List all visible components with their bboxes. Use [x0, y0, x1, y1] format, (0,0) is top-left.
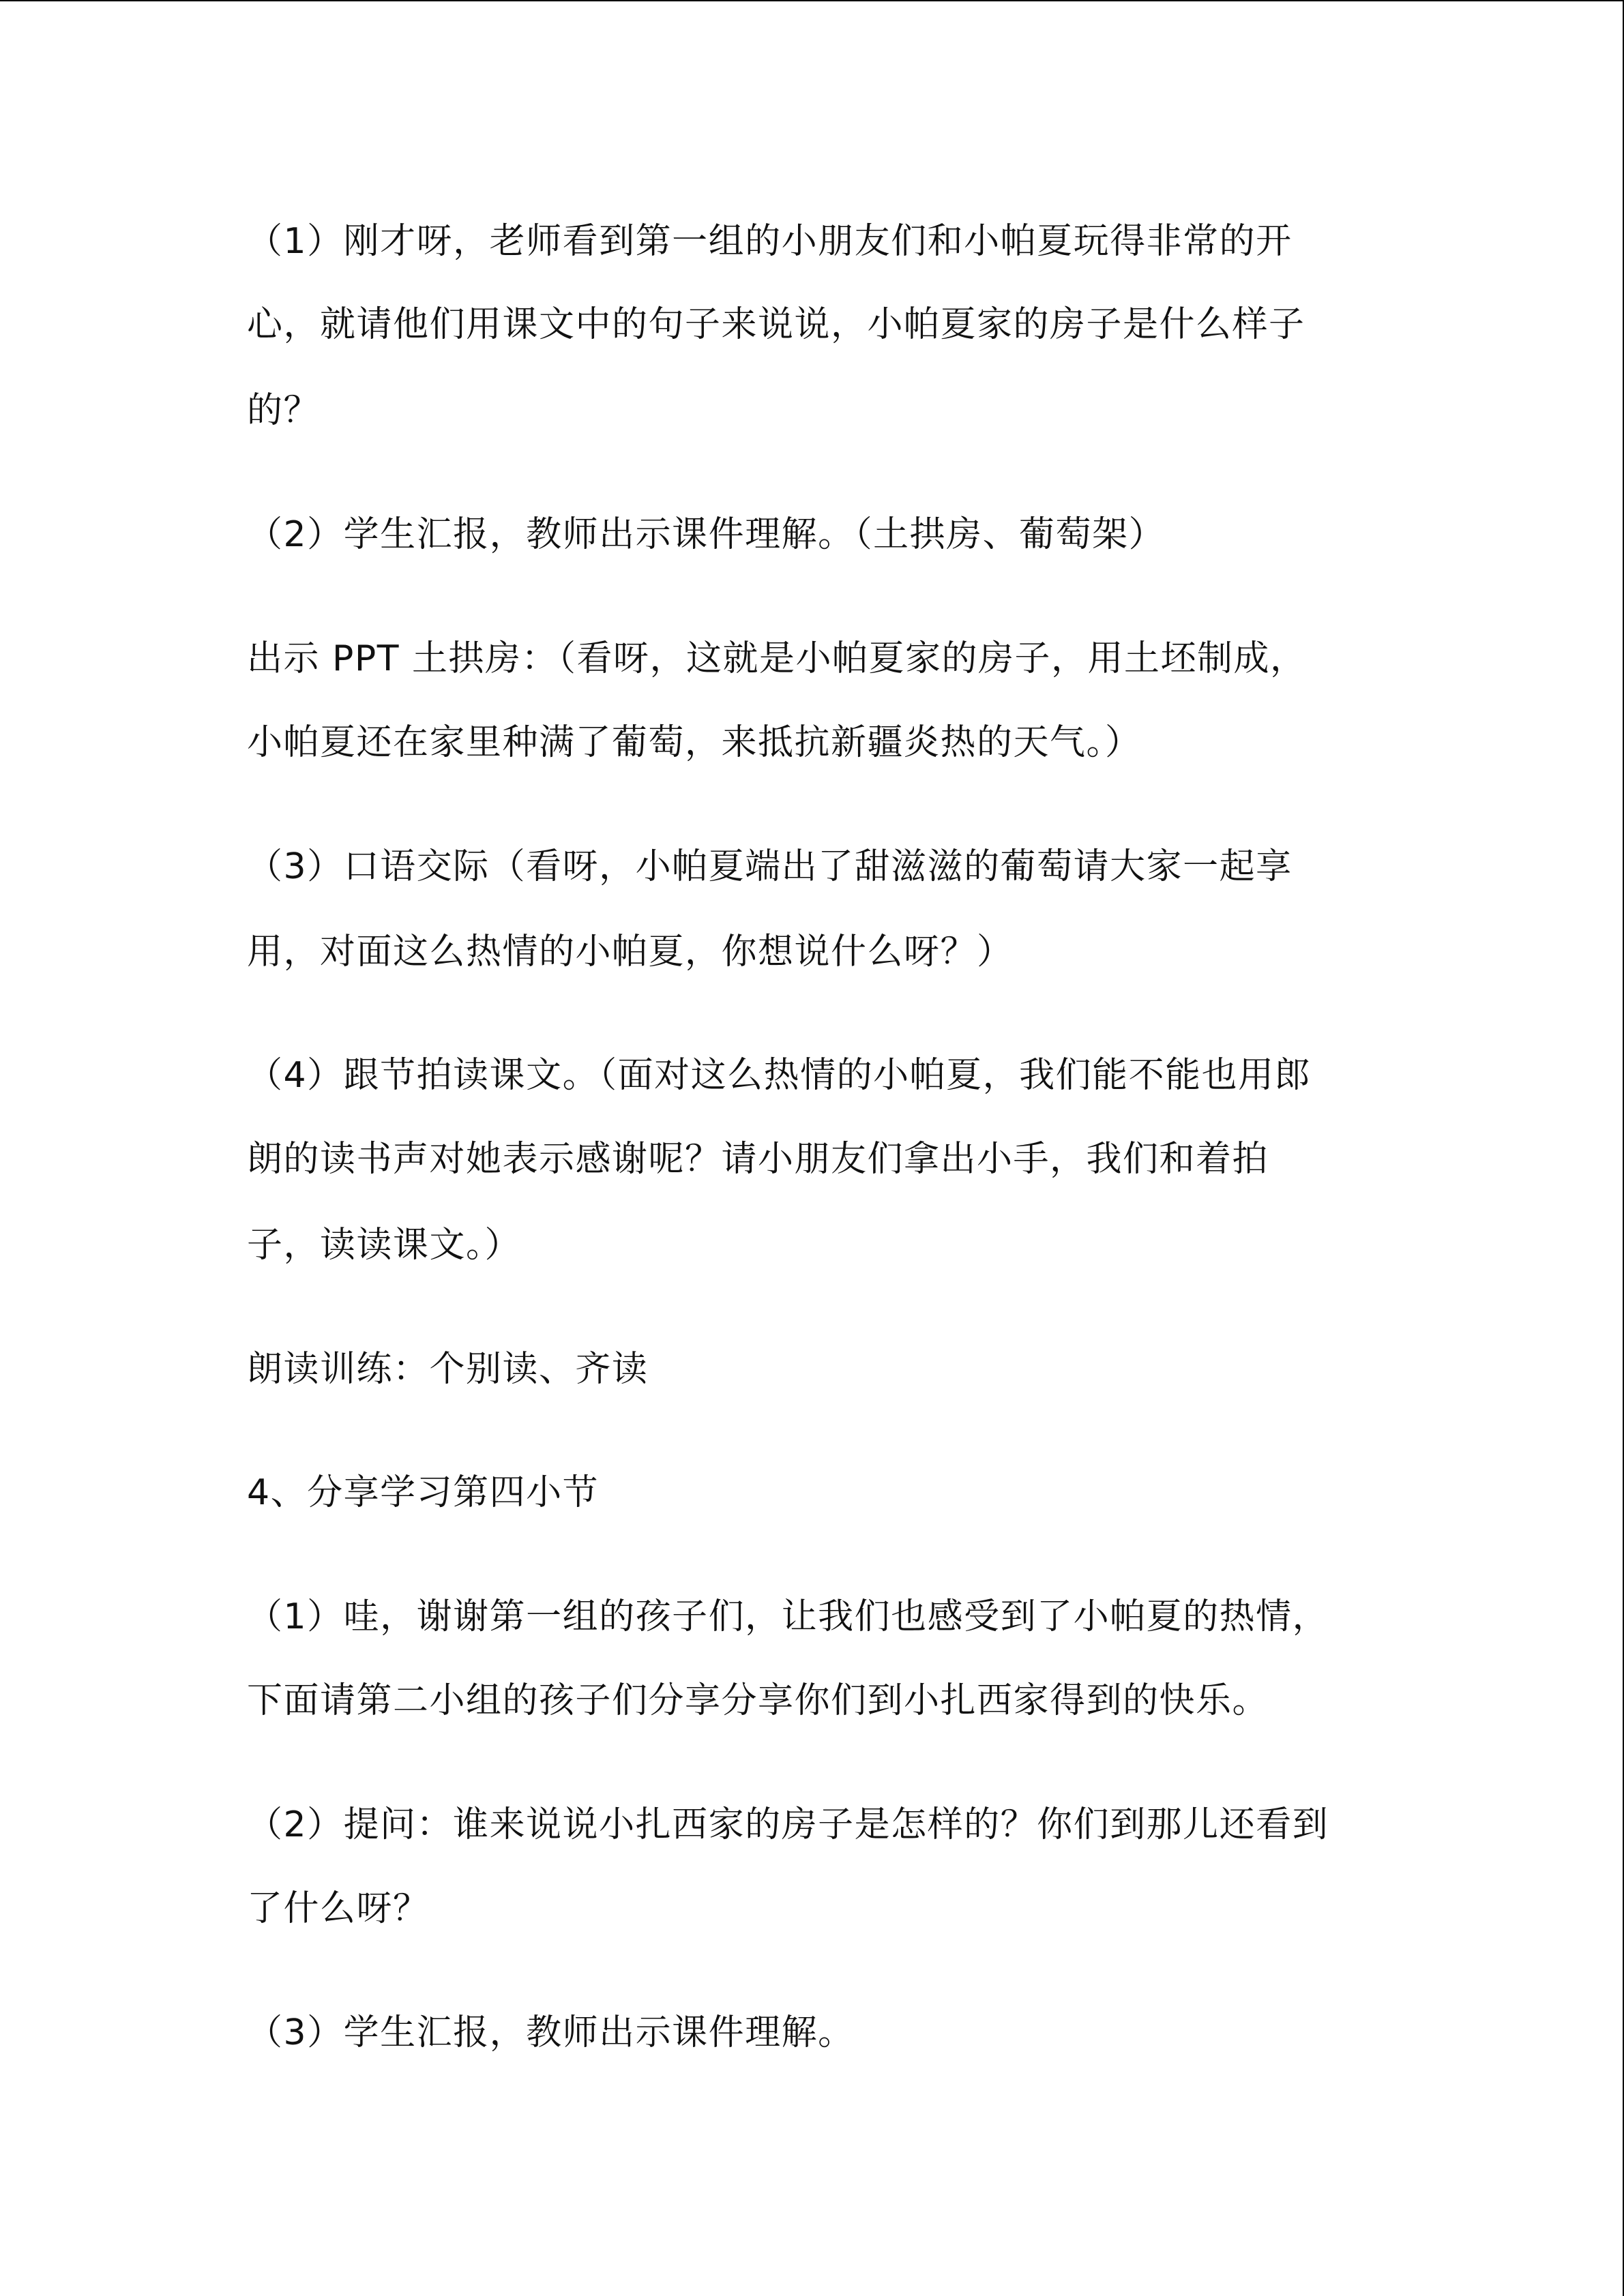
text-line: 朗读训练：个别读、齐读 — [247, 1349, 649, 1390]
text-line: （1）刚才呀，老师看到第一组的小朋友们和小帕夏玩得非常的开 — [247, 221, 1293, 262]
text-line: 子，读读课文。） — [247, 1225, 522, 1266]
text-line: 出示 PPT 土拱房：（看呀，这就是小帕夏家的房子，用土坯制成， — [247, 638, 1307, 679]
text-line: （2）学生汇报，教师出示课件理解。（土拱房、葡萄架） — [247, 514, 1166, 555]
text-line: 朗的读书声对她表示感谢呢？请小朋友们拿出小手，我们和着拍 — [247, 1139, 1269, 1180]
text-line: 下面请第二小组的孩子们分享分享你们到小扎西家得到的快乐。 — [247, 1680, 1269, 1721]
text-line: 用，对面这么热情的小帕夏，你想说什么呀？） — [247, 931, 1014, 972]
text-line: （4）跟节拍读课文。（面对这么热情的小帕夏，我们能不能也用郎 — [247, 1055, 1312, 1096]
text-line: （2）提问：谁来说说小扎西家的房子是怎样的？你们到那儿还看到 — [247, 1804, 1329, 1845]
text-line: （3）口语交际（看呀，小帕夏端出了甜滋滋的葡萄请大家一起享 — [247, 846, 1293, 887]
text-line: （3）学生汇报，教师出示课件理解。 — [247, 2012, 855, 2053]
text-line: 的？ — [247, 390, 321, 431]
text-line: 了什么呀？ — [247, 1888, 430, 1929]
text-line: 小帕夏还在家里种满了葡萄，来抵抗新疆炎热的天气。） — [247, 722, 1142, 763]
text-line: 心，就请他们用课文中的句子来说说，小帕夏家的房子是什么样子 — [247, 304, 1305, 345]
text-line: （1）哇，谢谢第一组的孩子们，让我们也感受到了小帕夏的热情， — [247, 1596, 1329, 1637]
section-heading: 4、分享学习第四小节 — [247, 1472, 600, 1513]
